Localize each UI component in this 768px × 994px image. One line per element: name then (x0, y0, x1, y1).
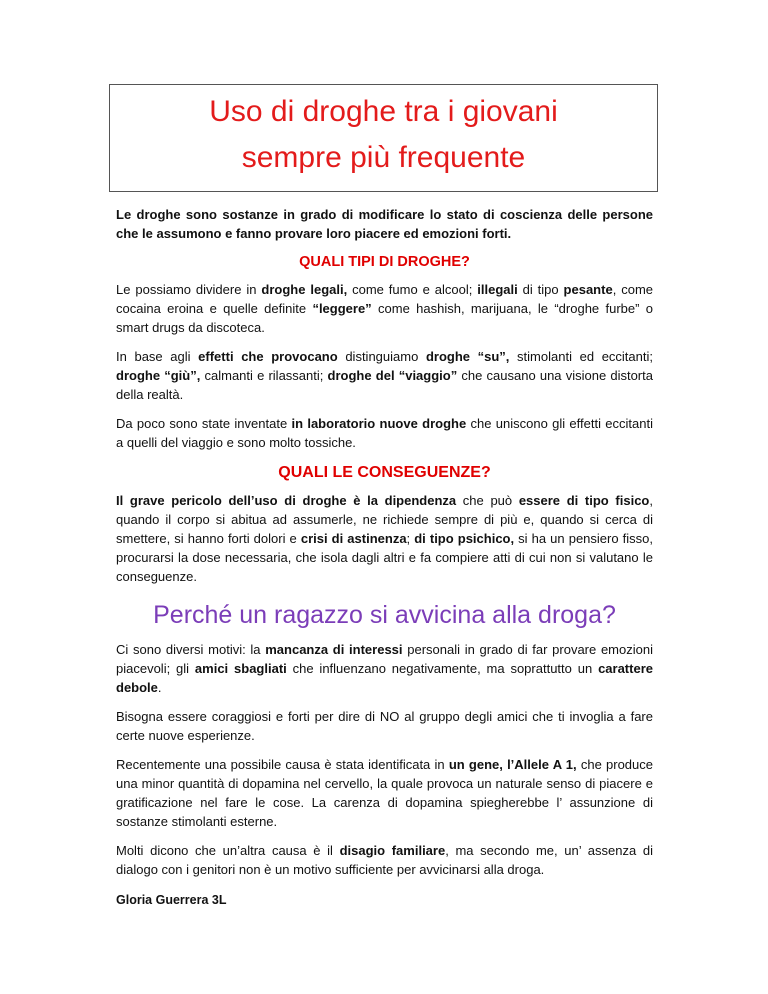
paragraph-perche-1: Ci sono diversi motivi: la mancanza di interessi personali in grado di far provare emozioni piacevoli; gli amici sbagliati che influenzano negativamente, ma soprattutto un carattere debole. (116, 642, 653, 695)
title-line-2: sempre più frequente (241, 141, 526, 174)
paragraph-conseguenze: Il grave pericolo dell’uso di droghe è la dipendenza che può essere di tipo fisico, quando il corpo si abitua ad assumerle, ne richiede sempre di più e, quando si cerca di smettere, si hanno forti dolori e crisi di astinenza; di tipo psichico, si ha un pensiero fisso, procurarsi la dose necessaria, che isola dagli altri e fa compiere atti di cui non si valutano le conseguenze. (116, 493, 653, 584)
title-line-1: Uso di droghe tra i giovani (209, 95, 558, 128)
heading-tipi-droghe: QUALI TIPI DI DROGHE? (299, 254, 470, 270)
paragraph-tipi-3: Da poco sono state inventate in laboratorio nuove droghe che uniscono gli effetti eccitanti a quelli del viaggio e sono molto tossiche. (116, 416, 653, 450)
heading-perche: Perché un ragazzo si avvicina alla droga? (153, 601, 616, 629)
paragraph-tipi-1: Le possiamo dividere in droghe legali, come fumo e alcool; illegali di tipo pesante, come cocaina eroina e quelle definite “leggere” come hashish, marijuana, le “droghe furbe” o smart drugs da discoteca. (116, 282, 653, 335)
article-body (116, 205, 653, 910)
title-box (109, 84, 658, 192)
paragraph-perche-2: Bisogna essere coraggiosi e forti per dire di NO al gruppo degli amici che ti invoglia a fare certe nuove esperienze. (116, 709, 653, 743)
heading-conseguenze: QUALI LE CONSEGUENZE? (278, 464, 491, 481)
paragraph-tipi-2: In base agli effetti che provocano distinguiamo droghe “su”, stimolanti ed eccitanti; droghe “giù”, calmanti e rilassanti; droghe del “viaggio” che causano una visione distorta della realtà. (116, 349, 653, 402)
paragraph-perche-3: Recentemente una possibile causa è stata identificata in un gene, l’Allele A 1, che produce una minor quantità di dopamina nel cervello, la quale provoca un naturale senso di piacere e gratificazione nel fare le cose. La carenza di dopamina spiegherebbe l’ assunzione di sostanze stimolanti esterne. (116, 757, 653, 829)
paragraph-perche-4: Molti dicono che un’altra causa è il disagio familiare, ma secondo me, un’ assenza di dialogo con i genitori non è un motivo sufficiente per avvicinarsi alla droga. (116, 843, 653, 877)
intro-paragraph: Le droghe sono sostanze in grado di modificare lo stato di coscienza delle persone che le assumono e fanno provare loro piacere ed emozioni forti. (116, 207, 653, 241)
author-signature: Gloria Guerrera 3L (116, 893, 227, 907)
